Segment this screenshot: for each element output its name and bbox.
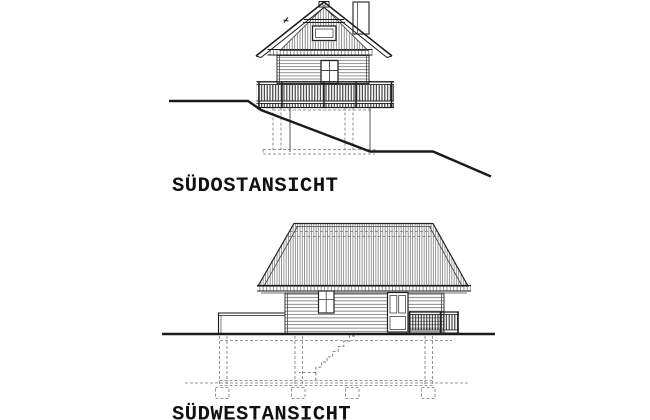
suedwestansicht-view [162,224,495,420]
hip-roof-face [258,224,468,287]
view-label-suedwestansicht: SÜDWESTANSICHT [172,403,352,420]
basement-stair [316,336,355,372]
terrain-line [169,101,491,177]
roof-hook [284,18,289,23]
underground-structure [185,336,468,399]
roof-shingles [258,224,468,287]
suedostansicht-view [169,2,491,199]
window [319,291,335,313]
porch-railing [409,312,459,334]
deck-railing [257,82,395,108]
terrace [218,313,285,334]
entry-door [388,293,409,333]
main-floor-wall [277,56,369,84]
footings [216,388,436,399]
view-label-suedostansicht: SÜDOSTANSICHT [172,175,339,198]
foundation-posts [220,336,433,386]
baluster-field [409,315,459,331]
chimney [353,2,369,34]
balcony-door [321,61,338,84]
baluster-field [257,85,395,101]
eave-gutter-band [257,286,471,294]
deck-edge [257,103,395,107]
gable-window [313,26,337,41]
